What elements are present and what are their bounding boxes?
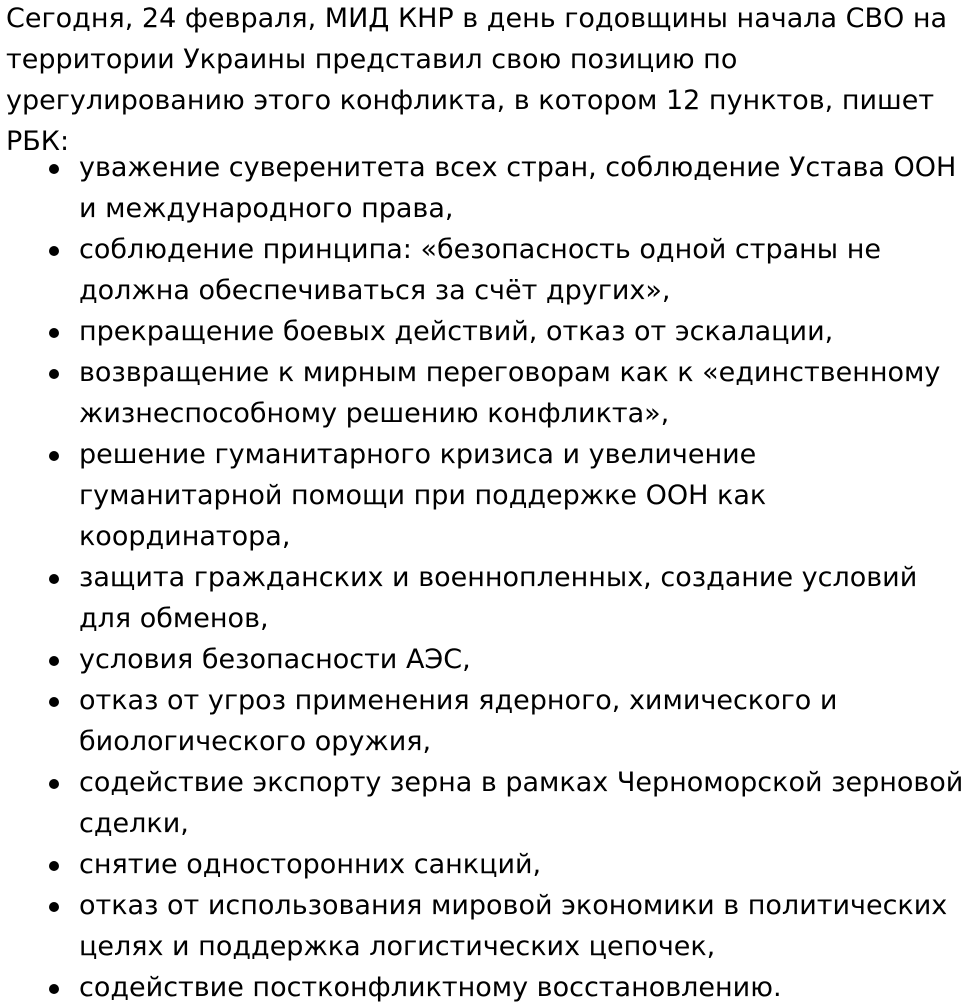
list-item-text: возвращение к мирным переговорам как к «единственному жизнеспособному решению конфликта»,: [79, 357, 941, 429]
list-item-text: отказ от угроз применения ядерного, химического и биологического оружия,: [79, 685, 838, 757]
bullet-icon: [49, 984, 59, 994]
list-item: [0, 434, 978, 557]
list-item: [0, 762, 978, 844]
list-item-text: соблюдение принципа: «безопасность одной страны не должна обеспечиваться за счёт других»,: [79, 234, 881, 306]
bullet-icon: [49, 902, 59, 912]
list-item-text: уважение суверенитета всех стран, соблюдение Устава ООН и международного права,: [79, 152, 957, 224]
list-item: [0, 885, 978, 967]
bullet-icon: [49, 574, 59, 584]
list-item: [0, 844, 978, 885]
list-item-text: содействие экспорту зерна в рамках Черноморской зерновой сделки,: [79, 767, 964, 839]
bullet-icon: [49, 779, 59, 789]
list-item: [0, 352, 978, 434]
bullet-icon: [49, 369, 59, 379]
list-item-text: отказ от использования мировой экономики в политических целях и поддержка логистических цепочек,: [79, 890, 948, 962]
list-item-text: снятие односторонних санкций,: [79, 849, 542, 880]
bullet-icon: [49, 328, 59, 338]
list-item: [0, 557, 978, 639]
bullet-icon: [49, 861, 59, 871]
bullet-icon: [49, 656, 59, 666]
list-item-text: решение гуманитарного кризиса и увеличение гуманитарной помощи при поддержке ООН как координатора,: [79, 439, 767, 552]
list-item: [0, 967, 978, 1008]
bullet-icon: [49, 451, 59, 461]
intro-paragraph: Сегодня, 24 февраля, МИД КНР в день годовщины начала СВО на территории Украины представил свою позицию по урегулированию этого конфликта, в котором 12 пунктов, пишет РБК:: [6, 3, 948, 157]
list-item: [0, 680, 978, 762]
bullet-icon: [49, 246, 59, 256]
list-item: [0, 147, 978, 229]
list-item-text: условия безопасности АЭС,: [79, 644, 471, 675]
list-item: [0, 639, 978, 680]
list-item-text: прекращение боевых действий, отказ от эскалации,: [79, 316, 834, 347]
list-item-text: содействие постконфликтному восстановлению.: [79, 972, 782, 1003]
bullet-icon: [49, 164, 59, 174]
list-item: [0, 229, 978, 311]
list-item-text: защита гражданских и военнопленных, создание условий для обменов,: [79, 562, 918, 634]
list-item: [0, 311, 978, 352]
peace-plan-list: [0, 147, 978, 1008]
bullet-icon: [49, 697, 59, 707]
